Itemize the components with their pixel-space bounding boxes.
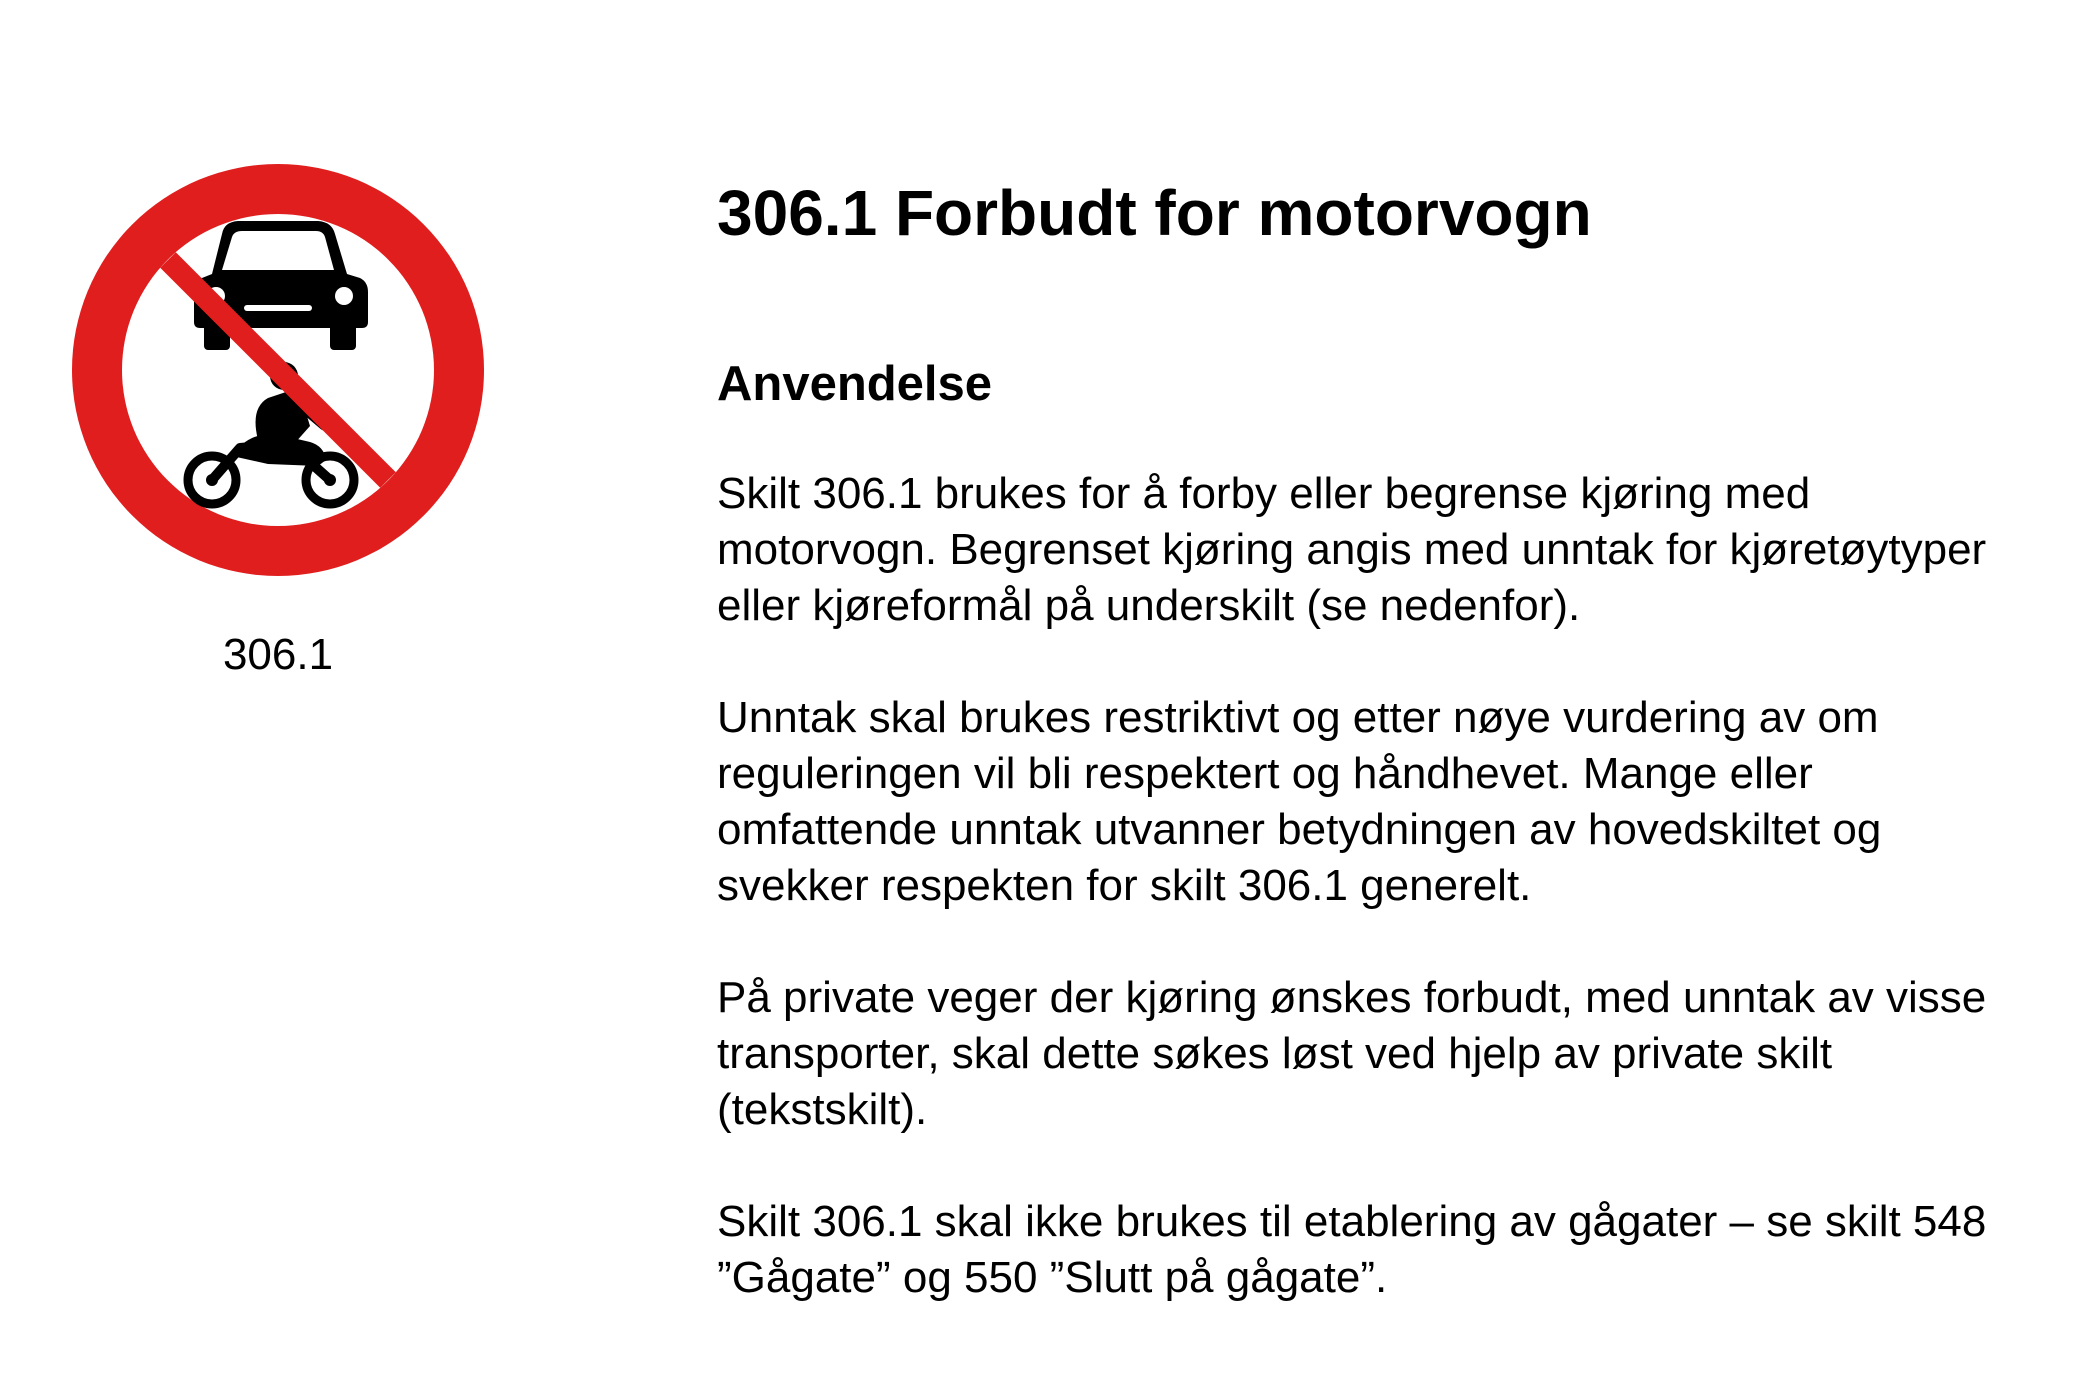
paragraph-private-roads: På private veger der kjøring ønskes forbudt, med unntak av visse transporter, skal dette søkes løst ved hjelp av private skilt (tekstskilt). (717, 973, 1987, 1134)
paragraph-usage: Skilt 306.1 brukes for å forby eller begrense kjøring med motorvogn. Begrenset kjøring angis med unntak for kjøretøytyper eller kjøreformål på underskilt (se nedenfor). (717, 469, 1987, 630)
section-heading: Anvendelse (717, 357, 993, 411)
no-motor-vehicles-sign-icon (72, 164, 484, 576)
paragraph-pedestrian-streets: Skilt 306.1 skal ikke brukes til etablering av gågater – se skilt 548 ”Gågate” og 550 ”Slutt på gågate”. (717, 1197, 1987, 1302)
document-body (717, 172, 2037, 1306)
sign-caption: 306.1 (222, 630, 334, 679)
paragraph-exceptions: Unntak skal brukes restriktivt og etter nøye vurdering av om reguleringen vil bli respektert og håndhevet. Mange eller omfattende unntak utvanner betydningen av hovedskiltet og svekker respekten for skilt 306.1 generelt. (717, 693, 1882, 910)
page-title: 306.1 Forbudt for motorvogn (717, 177, 1592, 249)
traffic-sign-306-1 (72, 164, 484, 576)
